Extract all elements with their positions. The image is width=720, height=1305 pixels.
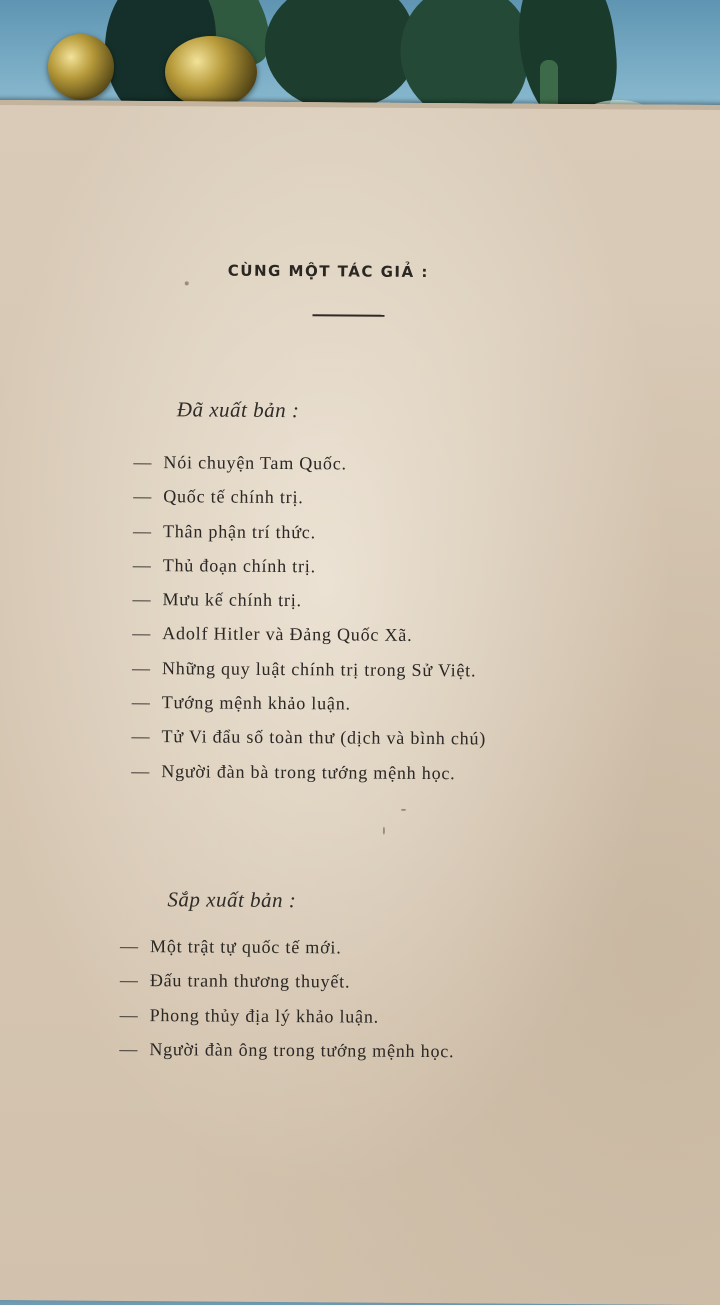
list-item bbox=[132, 582, 487, 619]
page-heading: CÙNG MỘT TÁC GIẢ : bbox=[227, 261, 429, 282]
list-dash: — bbox=[132, 520, 152, 541]
list-item bbox=[133, 548, 488, 585]
book-title: Những quy luật chính trị trong Sử Việt. bbox=[161, 657, 477, 681]
paper-speck bbox=[185, 281, 189, 285]
list-item bbox=[132, 616, 487, 653]
published-list bbox=[131, 445, 488, 790]
book-title: Tử Vi đẩu số toàn thư (dịch và bình chú) bbox=[161, 726, 487, 749]
list-dash: — bbox=[119, 1038, 139, 1059]
gold-ornament bbox=[48, 34, 114, 100]
list-item bbox=[131, 754, 486, 791]
list-dash: — bbox=[119, 1004, 139, 1025]
list-dash: — bbox=[132, 589, 152, 610]
book-title: Mưu kế chính trị. bbox=[162, 589, 302, 611]
list-item bbox=[119, 1032, 454, 1069]
list-item bbox=[133, 514, 488, 551]
list-dash: — bbox=[119, 970, 139, 991]
list-dash: — bbox=[132, 554, 152, 575]
list-dash: — bbox=[132, 623, 152, 644]
list-item bbox=[131, 719, 486, 756]
list-item bbox=[133, 445, 488, 482]
book-title: Người đàn ông trong tướng mệnh học. bbox=[149, 1038, 455, 1062]
list-dash: — bbox=[133, 486, 153, 507]
book-title: Thân phận trí thức. bbox=[162, 520, 316, 542]
book-title: Adolf Hitler và Đảng Quốc Xã. bbox=[162, 623, 413, 646]
gold-ornament bbox=[165, 36, 257, 108]
list-dash: — bbox=[133, 451, 153, 473]
list-dash: — bbox=[120, 935, 139, 957]
paper-speck bbox=[383, 827, 385, 835]
list-dash: — bbox=[131, 760, 151, 781]
forthcoming-list bbox=[119, 929, 455, 1069]
published-title: Đã xuất bản : bbox=[176, 397, 300, 423]
list-dash: — bbox=[131, 692, 151, 713]
forthcoming-title: Sắp xuất bản : bbox=[167, 887, 297, 913]
list-item bbox=[120, 963, 455, 1000]
list-dash: — bbox=[131, 657, 151, 678]
heading-rule bbox=[312, 314, 384, 317]
list-item bbox=[120, 929, 455, 966]
book-title: Đấu tranh thương thuyết. bbox=[149, 970, 351, 992]
book-title: Người đàn bà trong tướng mệnh học. bbox=[161, 760, 456, 783]
paper-speck bbox=[401, 809, 406, 811]
book-page bbox=[0, 100, 720, 1305]
book-title: Phong thủy địa lý khảo luận. bbox=[149, 1004, 380, 1027]
list-item bbox=[119, 997, 454, 1034]
book-title: Thủ đoạn chính trị. bbox=[162, 555, 316, 577]
book-title: Nói chuyện Tam Quốc. bbox=[163, 452, 347, 474]
book-title: Tướng mệnh khảo luận. bbox=[161, 692, 351, 714]
book-title: Một trật tự quốc tế mới. bbox=[150, 936, 342, 958]
list-item bbox=[133, 479, 488, 516]
list-item bbox=[132, 685, 487, 722]
list-dash: — bbox=[131, 726, 151, 747]
list-item bbox=[132, 651, 487, 688]
book-title: Quốc tế chính trị. bbox=[163, 486, 304, 508]
